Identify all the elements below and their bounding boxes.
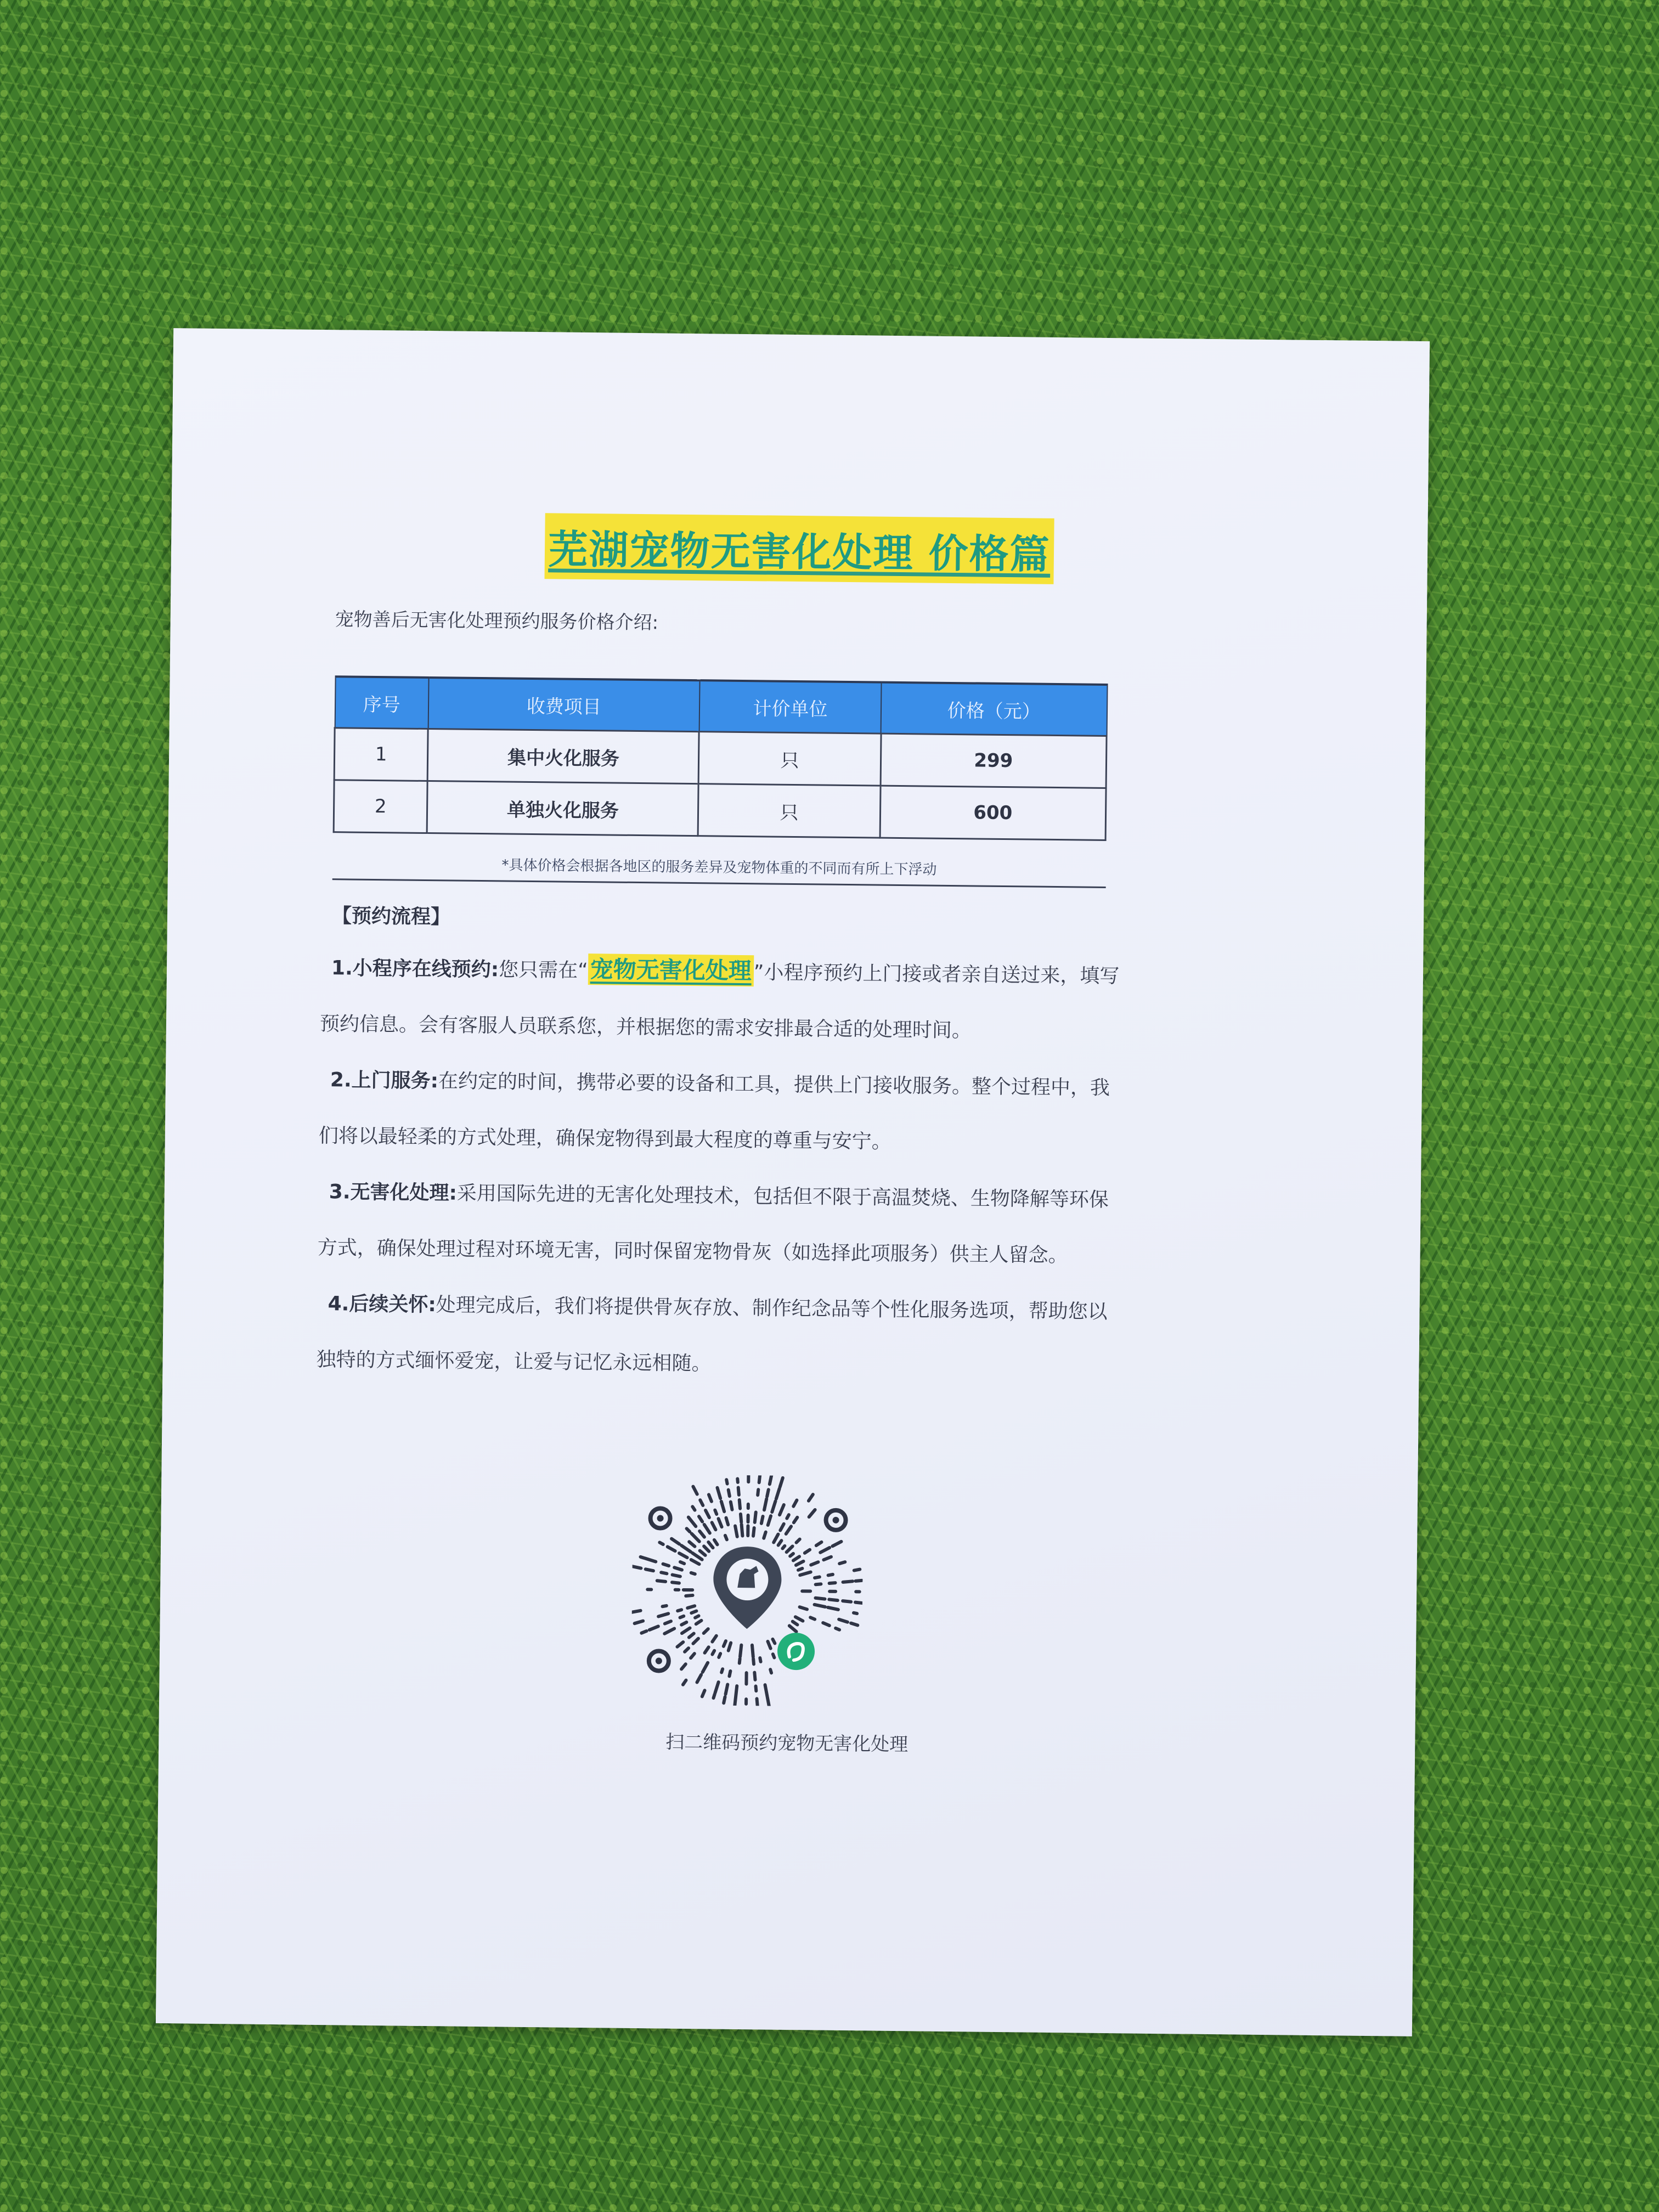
qr-dash (851, 1623, 857, 1626)
qr-dash (741, 1514, 742, 1522)
qr-dash (715, 1510, 716, 1514)
qr-dash (776, 1488, 780, 1499)
qr-dash (687, 1528, 690, 1532)
qr-dash (681, 1664, 686, 1669)
qr-dash (793, 1622, 798, 1625)
price-footnote: *具体价格会根据各地区的服务差异及宠物体重的不同而有所上下浮动 (501, 857, 937, 878)
qr-dash (726, 1480, 727, 1483)
qr-dash (679, 1553, 687, 1558)
qr-dash (678, 1610, 681, 1611)
qr-dash (712, 1636, 716, 1642)
cell-no: 2 (334, 780, 427, 833)
qr-dash (764, 1499, 766, 1510)
qr-dash (786, 1526, 791, 1534)
qr-dash (780, 1478, 783, 1487)
qr-dash (778, 1541, 782, 1545)
qr-dash (816, 1542, 822, 1546)
qr-dash (674, 1567, 682, 1570)
qr-dash (805, 1550, 810, 1553)
qr-dash (854, 1569, 860, 1570)
cell-price: 299 (881, 733, 1107, 788)
qr-dash (780, 1505, 784, 1515)
qr-dash (712, 1522, 715, 1530)
qr-dash (823, 1623, 830, 1626)
qr-dash (731, 1502, 732, 1510)
qr-dash (823, 1557, 831, 1560)
qr-dash (828, 1607, 838, 1610)
qr-dash (787, 1546, 793, 1552)
qr-dash (839, 1562, 845, 1564)
price-table (333, 675, 1108, 841)
qr-dash (696, 1621, 702, 1624)
qr-dash (737, 1479, 738, 1482)
mini-program-logo-icon (777, 1633, 815, 1671)
process-steps (316, 939, 1121, 1396)
qr-dash (668, 1547, 675, 1551)
qr-dash (672, 1539, 680, 1544)
qr-dash (717, 1488, 720, 1498)
qr-dash (700, 1551, 706, 1555)
process-heading: 【预约流程】 (331, 905, 451, 929)
qr-dash (800, 1607, 808, 1609)
qr-finder-dot (657, 1515, 664, 1521)
qr-dash (798, 1568, 802, 1570)
qr-dash (740, 1500, 741, 1509)
qr-dash (709, 1494, 712, 1501)
qr-dash (794, 1517, 797, 1523)
qr-dash (645, 1558, 656, 1561)
title-wrap (171, 509, 1428, 588)
qr-dash (753, 1528, 754, 1536)
qr-dash (767, 1489, 769, 1497)
qr-dash (718, 1519, 721, 1527)
qr-dash (640, 1557, 644, 1558)
qr-dash (664, 1628, 674, 1634)
qr-dash (729, 1643, 731, 1651)
qr-dash (719, 1654, 720, 1657)
qr-dash (726, 1518, 728, 1525)
qr-dash (797, 1539, 800, 1543)
qr-dash (708, 1542, 713, 1548)
header-no: 序号 (335, 676, 428, 729)
qr-caption: 扫二维码预约宠物无害化处理 (665, 1731, 909, 1756)
table-row (334, 780, 1106, 840)
cell-price: 600 (880, 786, 1106, 840)
qr-dash (691, 1560, 699, 1564)
qr-dash (693, 1487, 697, 1494)
qr-dash (714, 1540, 718, 1545)
qr-dash (796, 1561, 804, 1565)
header-unit: 计价单位 (699, 680, 882, 733)
qr-dash (686, 1595, 692, 1596)
qr-dash (768, 1697, 770, 1707)
qr-dash (809, 1510, 815, 1517)
qr-dash (738, 1487, 739, 1494)
qr-dash (770, 1669, 771, 1673)
qr-dash (793, 1556, 799, 1561)
qr-dash (703, 1663, 708, 1672)
step-text: ”小程序预约上门接或者亲自送过来，填写预约信息。会有客服人员联系您，并根据您的需求安排最合适的处理时间。 (319, 961, 1120, 1042)
qr-dash (672, 1582, 679, 1583)
page-title: 芜湖宠物无害化处理 价格篇 (545, 513, 1054, 584)
step-lead: 4.后续关怀: (328, 1293, 436, 1317)
qr-dash (735, 1526, 737, 1537)
qr-dash (661, 1572, 667, 1573)
qr-dash (693, 1639, 698, 1644)
qr-dash (839, 1620, 848, 1622)
qr-dash (761, 1516, 763, 1523)
qr-dash (721, 1502, 725, 1511)
step-2 (318, 1052, 1120, 1172)
qr-dash (815, 1598, 825, 1599)
qr-dash (725, 1536, 727, 1540)
qr-dash (736, 1686, 737, 1698)
qr-dash (843, 1601, 851, 1602)
qr-dash (843, 1581, 853, 1582)
qr-dash (704, 1525, 710, 1533)
step-lead: 1.小程序在线预约: (331, 957, 499, 981)
pet-location-pin-icon (713, 1547, 782, 1629)
qr-dash (764, 1532, 766, 1538)
qr-dash (855, 1602, 862, 1603)
qr-dash (752, 1645, 753, 1657)
qr-dash (729, 1671, 730, 1676)
qr-dash (820, 1548, 830, 1553)
qr-dash (692, 1506, 695, 1510)
qr-finder-dot (656, 1657, 662, 1664)
table-header-row (335, 676, 1107, 736)
qr-dash (793, 1500, 797, 1506)
qr-dash (657, 1581, 665, 1582)
qr-dash (773, 1654, 775, 1657)
cell-unit: 只 (698, 784, 881, 838)
qr-dash (680, 1616, 684, 1618)
qr-dash (800, 1572, 811, 1575)
qr-dash (828, 1575, 833, 1576)
qr-dash (697, 1675, 701, 1683)
cell-item: 集中火化服务 (427, 729, 699, 783)
table-row (334, 728, 1107, 788)
qr-dash (659, 1543, 663, 1545)
qr-dash (765, 1685, 767, 1696)
qr-dash (706, 1510, 709, 1517)
mini-program-qr-code[interactable] (631, 1474, 864, 1707)
step-1 (319, 939, 1121, 1060)
qr-dash (768, 1641, 770, 1649)
qr-dash (809, 1494, 813, 1501)
qr-finder-dot (832, 1517, 839, 1523)
qr-dash (735, 1699, 736, 1707)
qr-dash (687, 1606, 695, 1608)
qr-dash (685, 1648, 689, 1652)
qr-dash (714, 1694, 715, 1698)
qr-dash (811, 1562, 818, 1565)
qr-dash (631, 1566, 641, 1568)
qr-dash (789, 1626, 797, 1632)
qr-dash (753, 1659, 754, 1664)
qr-dash (695, 1616, 698, 1617)
qr-dash (691, 1573, 695, 1574)
qr-dash (683, 1680, 686, 1685)
qr-dash (689, 1517, 696, 1527)
qr-dash (658, 1613, 668, 1617)
qr-dash (724, 1641, 726, 1646)
qr-dash (814, 1605, 825, 1607)
qr-dash (692, 1553, 702, 1560)
qr-dash (712, 1651, 714, 1655)
qr-dash (772, 1501, 775, 1512)
qr-dash (704, 1546, 709, 1551)
qr-dash (677, 1642, 683, 1647)
qr-dash (700, 1500, 703, 1505)
qr-dash (699, 1516, 702, 1521)
qr-dash (691, 1533, 699, 1541)
intro-text: 宠物善后无害化处理预约服务价格介绍: (335, 608, 659, 634)
step-text: 您只需在“ (498, 958, 589, 983)
qr-dash (741, 1525, 742, 1536)
qr-dash (641, 1631, 646, 1633)
step-text: 在约定的时间，携带必要的设备和工具，提供上门接收服务。整个过程中，我们将以最轻柔的方式处理，确保宠物得到最大程度的尊重与安宁。 (318, 1070, 1110, 1153)
qr-dash (836, 1628, 839, 1630)
step-lead: 3.无害化处理: (329, 1181, 458, 1205)
qr-dash (705, 1647, 709, 1653)
qr-dash (691, 1611, 696, 1613)
header-item: 收费项目 (428, 678, 699, 732)
qr-dash (729, 1490, 730, 1497)
qr-dash (755, 1512, 756, 1522)
qr-dash (790, 1554, 793, 1556)
qr-dash (726, 1684, 728, 1694)
qr-dash (680, 1562, 684, 1564)
qr-dash (755, 1686, 756, 1691)
qr-dash (780, 1524, 783, 1531)
qr-dash (646, 1569, 653, 1571)
qr-dash (635, 1621, 643, 1624)
cell-no: 1 (334, 728, 428, 781)
qr-dash (650, 1626, 658, 1630)
mini-program-name: 宠物无害化处理 (588, 953, 754, 986)
qr-dash (715, 1682, 718, 1693)
qr-dash (681, 1622, 686, 1625)
qr-dash (759, 1474, 760, 1482)
step-text: 采用国际先进的无害化处理技术，包括但不限于高温焚烧、生物降解等环保方式，确保处理过程对环境无害，同时保留宠物骨灰（如选择此项服务）供主人留念。 (317, 1182, 1109, 1267)
qr-dash (663, 1606, 667, 1607)
qr-dash (768, 1516, 771, 1525)
step-3 (317, 1164, 1119, 1284)
qr-dash (770, 1474, 772, 1484)
qr-dash (699, 1531, 704, 1537)
qr-dash (665, 1621, 671, 1624)
qr-dash (832, 1542, 841, 1547)
qr-dash (724, 1697, 725, 1703)
qr-dash (772, 1639, 775, 1644)
step-text: 处理完成后，我们将提供骨灰存放、制作纪念品等个性化服务选项，帮助您以独特的方式缅怀爱宠，让爱与记忆永远相随。 (316, 1294, 1108, 1375)
qr-dash (829, 1599, 838, 1600)
qr-dash (787, 1515, 789, 1519)
qr-dash (810, 1617, 815, 1619)
qr-dash (673, 1575, 680, 1576)
qr-dash (795, 1617, 803, 1621)
paper-sheet (156, 328, 1430, 2036)
qr-dash (721, 1669, 723, 1672)
qr-dash (689, 1633, 694, 1637)
qr-dash (815, 1577, 820, 1578)
qr-dash (689, 1542, 695, 1547)
header-price: 价格（元） (881, 682, 1107, 736)
qr-dash (774, 1534, 778, 1543)
divider (332, 878, 1106, 888)
qr-dash (682, 1628, 690, 1633)
qr-dash (782, 1546, 785, 1549)
cell-item: 单独火化服务 (427, 781, 698, 836)
qr-dash (691, 1654, 695, 1658)
qr-dash (663, 1564, 669, 1566)
step-lead: 2.上门服务: (330, 1069, 439, 1093)
qr-dash (740, 1645, 741, 1657)
qr-dash (681, 1545, 691, 1552)
qr-dash (704, 1629, 708, 1633)
cell-unit: 只 (699, 732, 881, 786)
step-4 (316, 1276, 1118, 1396)
qr-dash (754, 1673, 755, 1680)
qr-dash (631, 1611, 641, 1613)
qr-dash (702, 1690, 705, 1696)
